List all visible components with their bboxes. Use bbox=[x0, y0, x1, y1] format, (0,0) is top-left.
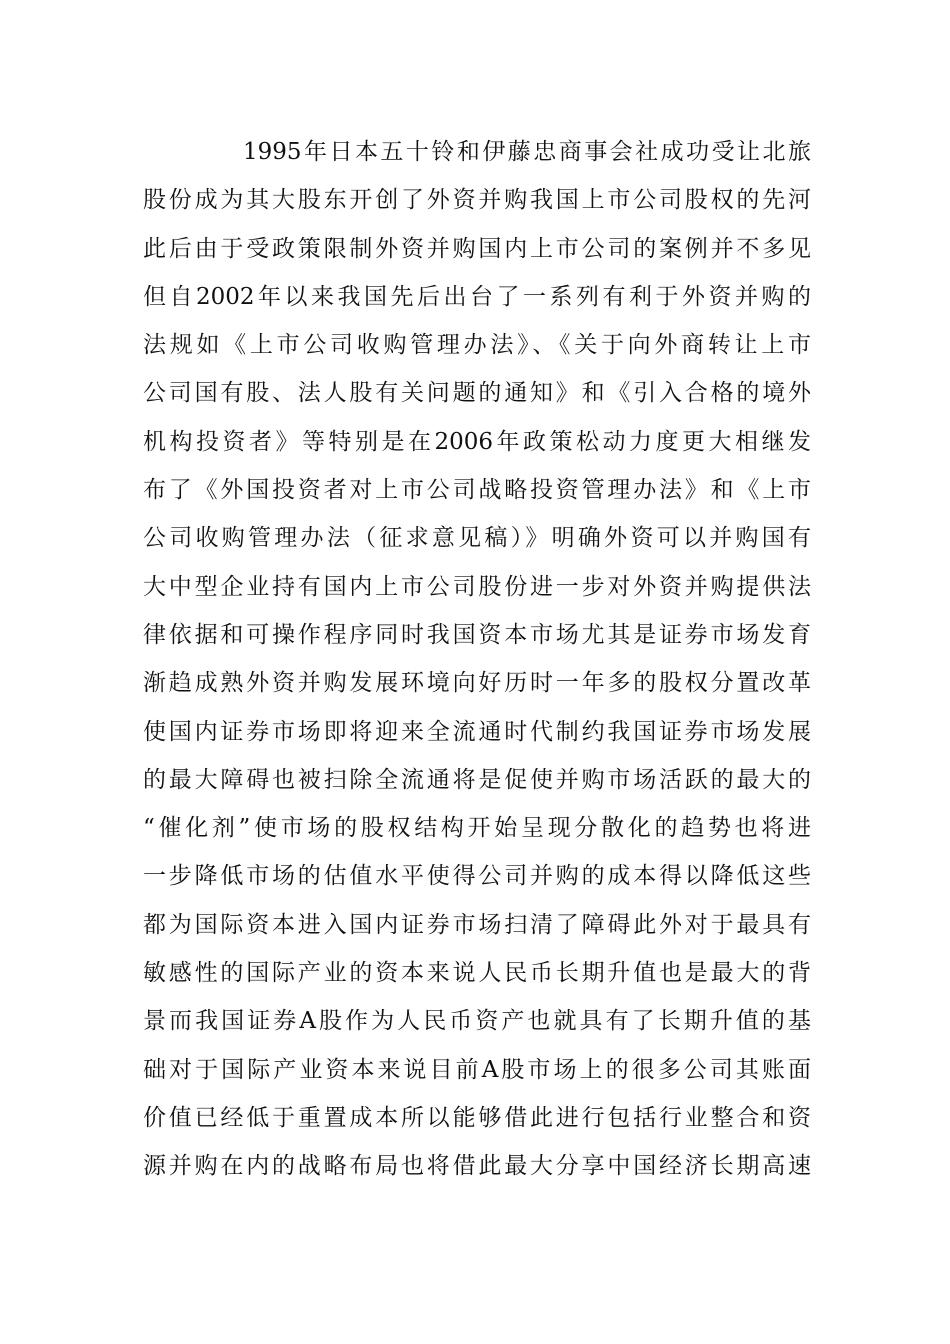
body-paragraph bbox=[143, 128, 811, 1191]
text-line: 法规如《上市公司收购管理办法》、《关于向外商转让上市 bbox=[143, 332, 811, 359]
text-line: 但自2002年以来我国先后出台了一系列有利于外资并购的 bbox=[143, 283, 811, 310]
text-line: 机构投资者》等特别是在2006年政策松动力度更大相继发 bbox=[143, 428, 811, 455]
text-line: “催化剂”使市场的股权结构开始呈现分散化的趋势也将进 bbox=[143, 815, 811, 842]
text-line: 公司收购管理办法（征求意见稿）》明确外资可以并购国有 bbox=[143, 525, 811, 552]
text-line: 渐趋成熟外资并购发展环境向好历时一年多的股权分置改革 bbox=[143, 670, 811, 697]
text-line: 公司国有股、法人股有关问题的通知》和《引入合格的境外 bbox=[143, 380, 811, 407]
text-line: 价值已经低于重置成本所以能够借此进行包括行业整合和资 bbox=[143, 1104, 811, 1131]
text-line: 股份成为其大股东开创了外资并购我国上市公司股权的先河 bbox=[143, 187, 811, 214]
text-line: 大中型企业持有国内上市公司股份进一步对外资并购提供法 bbox=[143, 573, 811, 600]
text-line: 布了《外国投资者对上市公司战略投资管理办法》和《上市 bbox=[143, 477, 811, 504]
text-line: 律依据和可操作程序同时我国资本市场尤其是证券市场发育 bbox=[143, 621, 811, 648]
text-line: 此后由于受政策限制外资并购国内上市公司的案例并不多见 bbox=[143, 235, 811, 262]
text-line: 景而我国证券A股作为人民币资产也就具有了长期升值的基 bbox=[143, 1008, 811, 1035]
text-line: 源并购在内的战略布局也将借此最大分享中国经济长期高速 bbox=[143, 1153, 811, 1180]
text-line: 一步降低市场的估值水平使得公司并购的成本得以降低这些 bbox=[143, 863, 811, 890]
text-line: 1995年日本五十铃和伊藤忠商事会社成功受让北旅 bbox=[243, 139, 811, 165]
text-line: 础对于国际产业资本来说目前A股市场上的很多公司其账面 bbox=[143, 1056, 811, 1083]
text-line: 敏感性的国际产业的资本来说人民币长期升值也是最大的背 bbox=[143, 960, 811, 987]
text-line: 都为国际资本进入国内证券市场扫清了障碍此外对于最具有 bbox=[143, 911, 811, 938]
text-line: 使国内证券市场即将迎来全流通时代制约我国证券市场发展 bbox=[143, 718, 811, 745]
text-line: 的最大障碍也被扫除全流通将是促使并购市场活跃的最大的 bbox=[143, 766, 811, 793]
